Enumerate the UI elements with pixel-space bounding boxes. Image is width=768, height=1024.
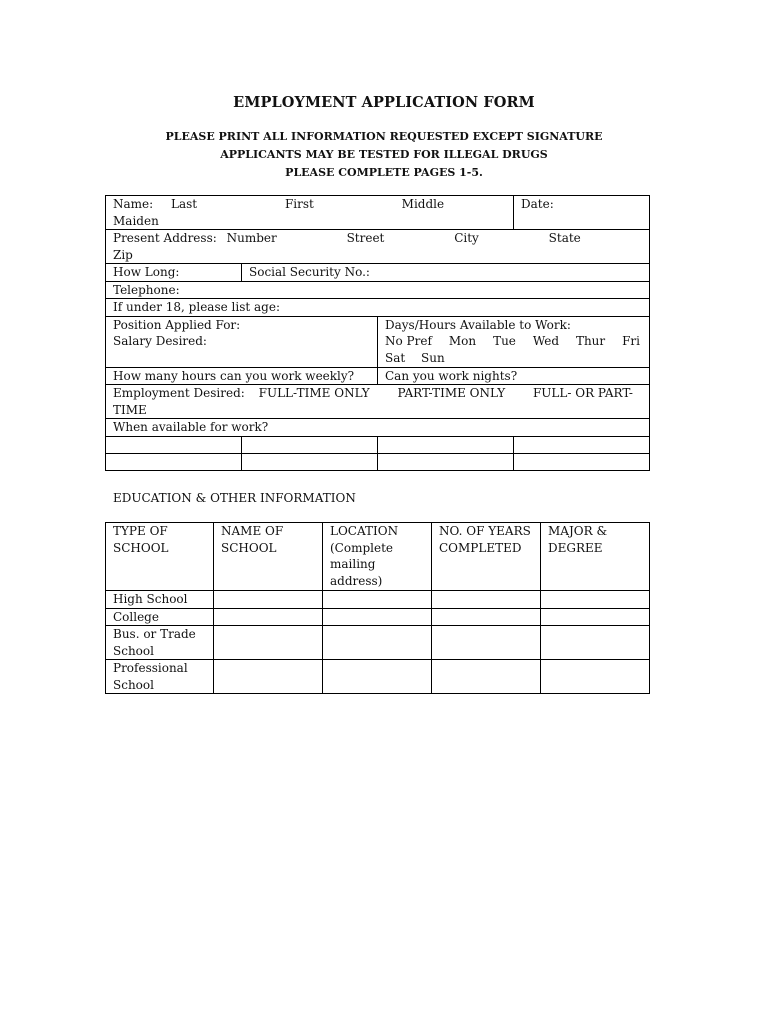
instruction-print: PLEASE PRINT ALL INFORMATION REQUESTED EXCEPT SIGNATURE [165,130,603,143]
row-label [106,608,214,626]
table-cell[interactable] [323,608,432,626]
column-header-name [214,523,323,591]
day-wed[interactable]: Wed [532,334,559,348]
address-label: Present Address: [113,231,217,245]
header-line: address) [330,573,383,588]
name-row [106,196,650,230]
how-long-field[interactable] [106,264,242,282]
age-row [106,299,650,317]
table-cell[interactable] [432,591,541,609]
nights-label: Can you work nights? [385,368,518,383]
table-cell[interactable] [323,591,432,609]
blank-cell[interactable] [378,436,514,453]
day-sat[interactable]: Sat [385,350,406,365]
maiden-name-label: Maiden [113,213,159,228]
full-time-option[interactable]: FULL-TIME ONLY [258,386,370,400]
employment-desired-label: Employment Desired: [113,386,245,400]
form-title: EMPLOYMENT APPLICATION FORM [233,94,535,111]
age-label: If under 18, please list age: [113,300,280,314]
telephone-label: Telephone: [113,282,180,297]
table-cell[interactable] [323,660,432,694]
row-label-text: High School [113,592,188,606]
telephone-field[interactable] [106,281,650,299]
row-label [106,626,214,660]
table-cell[interactable] [541,626,650,660]
day-mon[interactable]: Mon [448,334,477,348]
education-table [105,522,650,694]
instruction-pages: PLEASE COMPLETE PAGES 1-5. [285,166,483,179]
date-label: Date: [521,197,554,211]
blank-row [106,453,650,470]
row-label-text: College [113,609,159,624]
hours-row [106,367,650,385]
full-or-part-option[interactable]: FULL- OR PART- [532,386,633,400]
days-hours-label: Days/Hours Available to Work: [385,317,571,332]
header-line: LOCATION [330,524,399,538]
table-cell[interactable] [323,626,432,660]
header-line: NO. OF YEARS [439,524,531,538]
day-tue[interactable]: Tue [493,334,516,348]
column-header-location [323,523,432,591]
days-row [385,333,642,350]
blank-cell[interactable] [242,436,378,453]
salary-label: Salary Desired: [113,334,207,348]
table-cell[interactable] [214,591,323,609]
education-heading: EDUCATION & OTHER INFORMATION [113,491,356,505]
date-field[interactable] [514,196,650,230]
time-continuation: TIME [113,402,147,417]
blank-cell[interactable] [242,453,378,470]
ssn-field[interactable] [242,264,650,282]
applicant-info-table [105,195,650,471]
header-line: mailing [330,557,376,571]
header-line: TYPE OF [113,524,168,538]
middle-name-label: Middle [401,197,445,211]
address-row [106,230,650,264]
education-row-college [106,608,650,626]
row-label-text: School [113,677,154,692]
name-label: Name: [113,197,154,211]
table-cell[interactable] [214,626,323,660]
table-cell[interactable] [541,660,650,694]
header-line: COMPLETED [439,540,522,555]
last-name-label: Last [171,197,198,211]
column-header-years [432,523,541,591]
row-label-text: Professional [113,661,188,675]
table-cell[interactable] [432,626,541,660]
name-field[interactable] [106,196,514,230]
table-cell[interactable] [432,660,541,694]
address-field[interactable] [106,230,650,264]
row-label-text: Bus. or Trade [113,627,196,641]
header-line: DEGREE [548,540,603,555]
header-line: (Complete [330,540,394,555]
employment-desired-row [106,385,650,419]
blank-cell[interactable] [514,453,650,470]
blank-cell[interactable] [378,453,514,470]
when-available-field[interactable] [106,419,650,437]
blank-cell[interactable] [514,436,650,453]
address-number-label: Number [226,231,277,245]
blank-cell[interactable] [106,436,242,453]
hours-weekly-label: How many hours can you work weekly? [113,368,355,383]
days-row-weekend [385,350,642,367]
header-line: SCHOOL [113,540,169,555]
header-line: SCHOOL [221,540,277,555]
hours-weekly-field[interactable] [106,367,378,385]
age-field[interactable] [106,299,650,317]
column-header-major [541,523,650,591]
header-line: MAJOR & [548,524,608,538]
address-zip-label: Zip [113,247,133,262]
table-cell[interactable] [541,591,650,609]
address-state-label: State [548,231,581,245]
availability-field[interactable] [378,316,650,367]
blank-row [106,436,650,453]
row-label [106,660,214,694]
when-available-label: When available for work? [113,420,269,434]
blank-cell[interactable] [106,453,242,470]
table-cell[interactable] [541,608,650,626]
header-line: NAME OF [221,524,284,538]
how-long-label: How Long: [113,265,180,279]
position-label: Position Applied For: [113,317,241,332]
employment-desired-field[interactable] [106,385,650,419]
day-fri[interactable]: Fri [622,334,641,348]
address-street-label: Street [346,231,385,245]
table-cell[interactable] [214,660,323,694]
day-thur[interactable]: Thur [575,334,606,348]
table-cell[interactable] [214,608,323,626]
telephone-row [106,281,650,299]
row-label-text: School [113,643,154,658]
education-row-professional [106,660,650,694]
ssn-label: Social Security No.: [249,265,370,279]
how-long-row [106,264,650,282]
part-time-option[interactable]: PART-TIME ONLY [397,386,506,400]
position-salary-field[interactable] [106,316,378,367]
day-no-pref[interactable]: No Pref [385,334,432,348]
position-row [106,316,650,333]
education-row-trade [106,626,650,660]
when-available-row [106,419,650,437]
education-row-high-school [106,591,650,609]
column-header-type [106,523,214,591]
nights-field[interactable] [378,367,650,385]
first-name-label: First [284,197,314,211]
table-cell[interactable] [432,608,541,626]
address-city-label: City [454,231,479,245]
day-sun[interactable]: Sun [421,350,445,365]
row-label [106,591,214,609]
instruction-drug-test: APPLICANTS MAY BE TESTED FOR ILLEGAL DRUGS [220,148,548,161]
education-header-row [106,523,650,591]
